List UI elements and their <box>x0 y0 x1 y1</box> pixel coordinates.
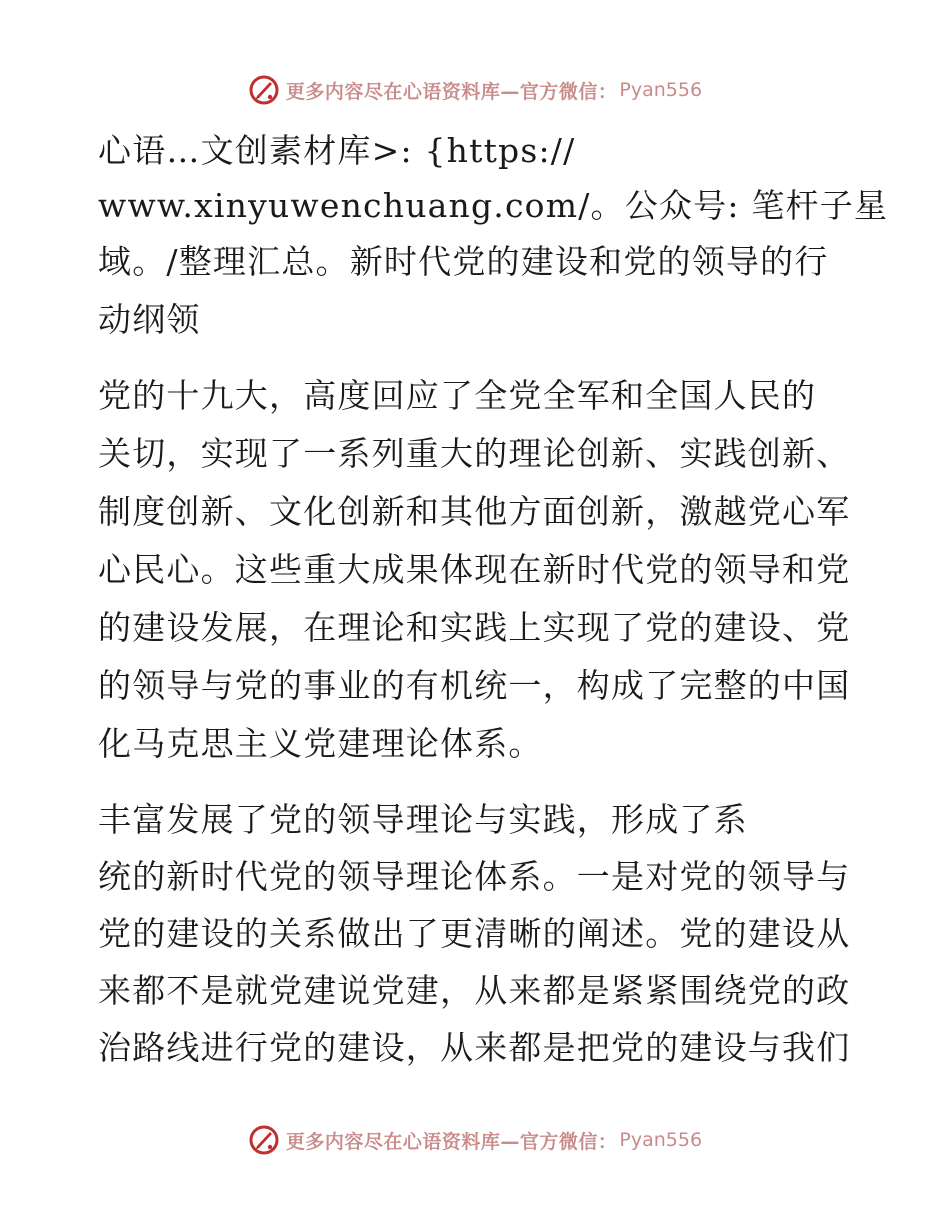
text-line: 来都不是就党建说党建，从来都是紧紧围绕党的政 <box>98 971 851 1010</box>
text-line: 的领导与党的事业的有机统一，构成了完整的中国 <box>98 666 851 705</box>
text-line: 统的新时代党的领导理论体系。一是对党的领导与 <box>98 857 851 896</box>
text-line: 丰富发展了党的领导理论与实践，形成了系 <box>98 800 748 839</box>
banner-text: 更多内容尽在心语资料库—官方微信： <box>285 80 618 103</box>
footer-banner <box>0 1120 950 1160</box>
quill-logo-icon <box>248 74 280 106</box>
text-line: 的建设发展，在理论和实践上实现了党的建设、党 <box>98 608 851 647</box>
text-line: 心语…文创素材库>: {https:// <box>98 131 576 170</box>
banner-text: 更多内容尽在心语资料库—官方微信： <box>285 1130 618 1153</box>
text-line: 关切，实现了一系列重大的理论创新、实践创新、 <box>98 434 851 473</box>
header-banner <box>0 70 950 110</box>
text-line: www.xinyuwenchuang.com/。公众号: 笔杆子星 <box>98 186 889 225</box>
wechat-id: Pyan556 <box>619 79 703 101</box>
text-line: 化马克思主义党建理论体系。 <box>98 724 543 763</box>
text-line: 治路线进行党的建设，从来都是把党的建设与我们 <box>98 1028 851 1067</box>
quill-logo-icon <box>248 1124 280 1156</box>
text-line: 动纲领 <box>98 300 201 339</box>
text-line: 制度创新、文化创新和其他方面创新，激越党心军 <box>98 492 851 531</box>
text-line: 党的十九大，高度回应了全党全军和全国人民的 <box>98 376 817 415</box>
text-line: 域。/整理汇总。新时代党的建设和党的领导的行 <box>98 242 829 281</box>
wechat-id: Pyan556 <box>619 1129 703 1151</box>
text-line: 党的建设的关系做出了更清晰的阐述。党的建设从 <box>98 914 851 953</box>
text-line: 心民心。这些重大成果体现在新时代党的领导和党 <box>98 550 851 589</box>
